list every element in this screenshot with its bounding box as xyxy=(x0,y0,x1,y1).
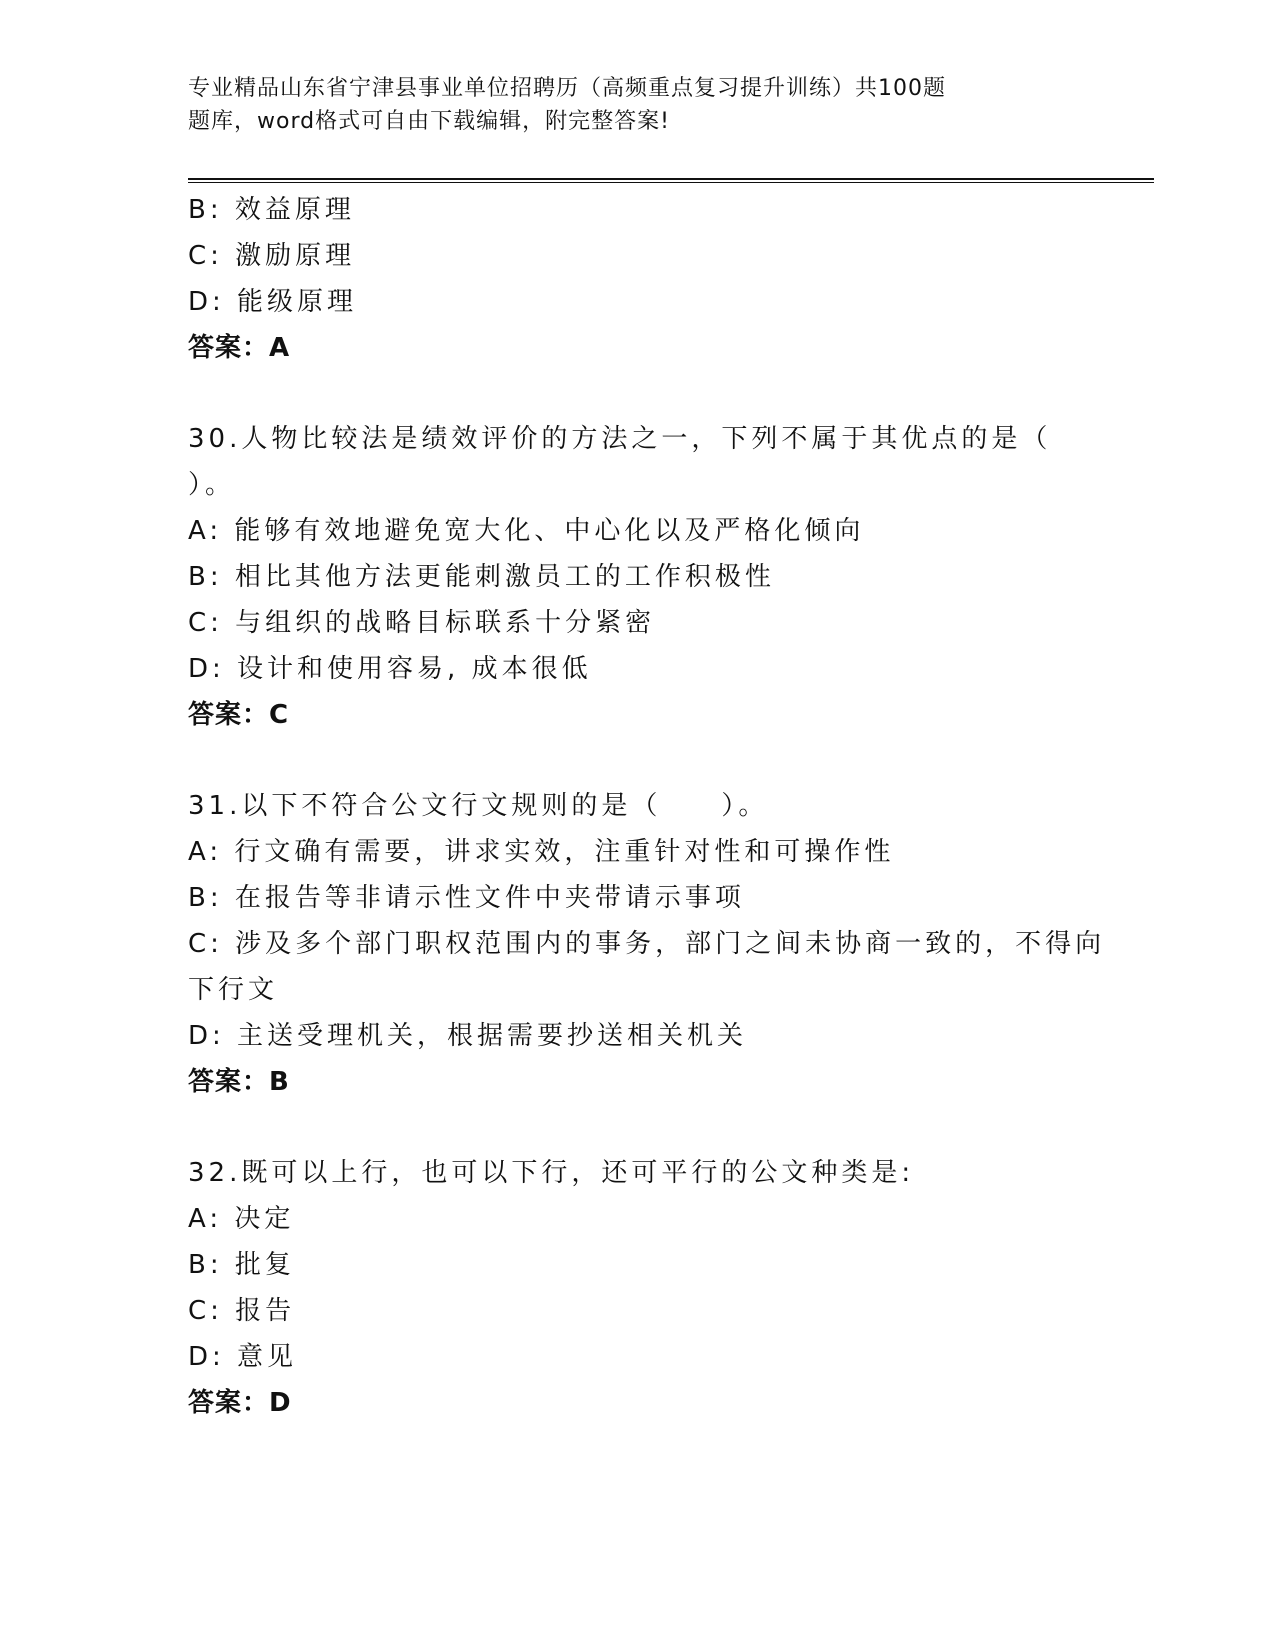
question-30 xyxy=(188,416,1088,738)
question-32 xyxy=(188,1150,1088,1426)
header-divider-thin xyxy=(188,182,1154,183)
option-c: C: 涉及多个部门职权范围内的事务，部门之间未协商一致的，不得向 xyxy=(188,929,1106,959)
option-a: A: 能够有效地避免宽大化、中心化以及严格化倾向 xyxy=(188,516,865,546)
option-d: D: 意见 xyxy=(188,1342,298,1372)
question-list xyxy=(188,187,1106,1426)
question-31 xyxy=(188,783,1106,1105)
question-stem: 31.以下不符合公文行文规则的是（ ）。 xyxy=(188,791,769,821)
answer: 答案：B xyxy=(188,1067,290,1097)
document-header xyxy=(188,72,1028,138)
option-d: D: 主送受理机关，根据需要抄送相关机关 xyxy=(188,1021,748,1051)
option-d: D: 能级原理 xyxy=(188,287,358,317)
question-29 xyxy=(188,187,1088,371)
option-a: A: 决定 xyxy=(188,1204,295,1234)
question-stem: 30.人物比较法是绩效评价的方法之一，下列不属于其优点的是（ xyxy=(188,424,1052,454)
answer: 答案：A xyxy=(188,333,291,363)
option-c: C: 与组织的战略目标联系十分紧密 xyxy=(188,608,656,638)
option-b: B: 相比其他方法更能刺激员工的工作积极性 xyxy=(188,562,775,592)
header-divider-thick xyxy=(188,178,1154,180)
question-stem-cont: ）。 xyxy=(188,470,236,500)
header-line-1: 专业精品山东省宁津县事业单位招聘历（高频重点复习提升训练）共100题 xyxy=(188,76,946,101)
option-a: A: 行文确有需要，讲求实效，注重针对性和可操作性 xyxy=(188,837,895,867)
option-b: B: 批复 xyxy=(188,1250,295,1280)
option-c: C: 激励原理 xyxy=(188,241,356,271)
option-b: B: 在报告等非请示性文件中夹带请示事项 xyxy=(188,883,745,913)
option-c: C: 报告 xyxy=(188,1296,296,1326)
question-stem: 32.既可以上行，也可以下行，还可平行的公文种类是: xyxy=(188,1158,915,1188)
answer: 答案：D xyxy=(188,1388,292,1418)
option-b: B: 效益原理 xyxy=(188,195,355,225)
answer: 答案：C xyxy=(188,700,290,730)
option-d: D: 设计和使用容易, 成本很低 xyxy=(188,654,592,684)
header-line-2: 题库，word格式可自由下载编辑，附完整答案! xyxy=(188,109,670,134)
option-c-cont: 下行文 xyxy=(188,975,279,1005)
